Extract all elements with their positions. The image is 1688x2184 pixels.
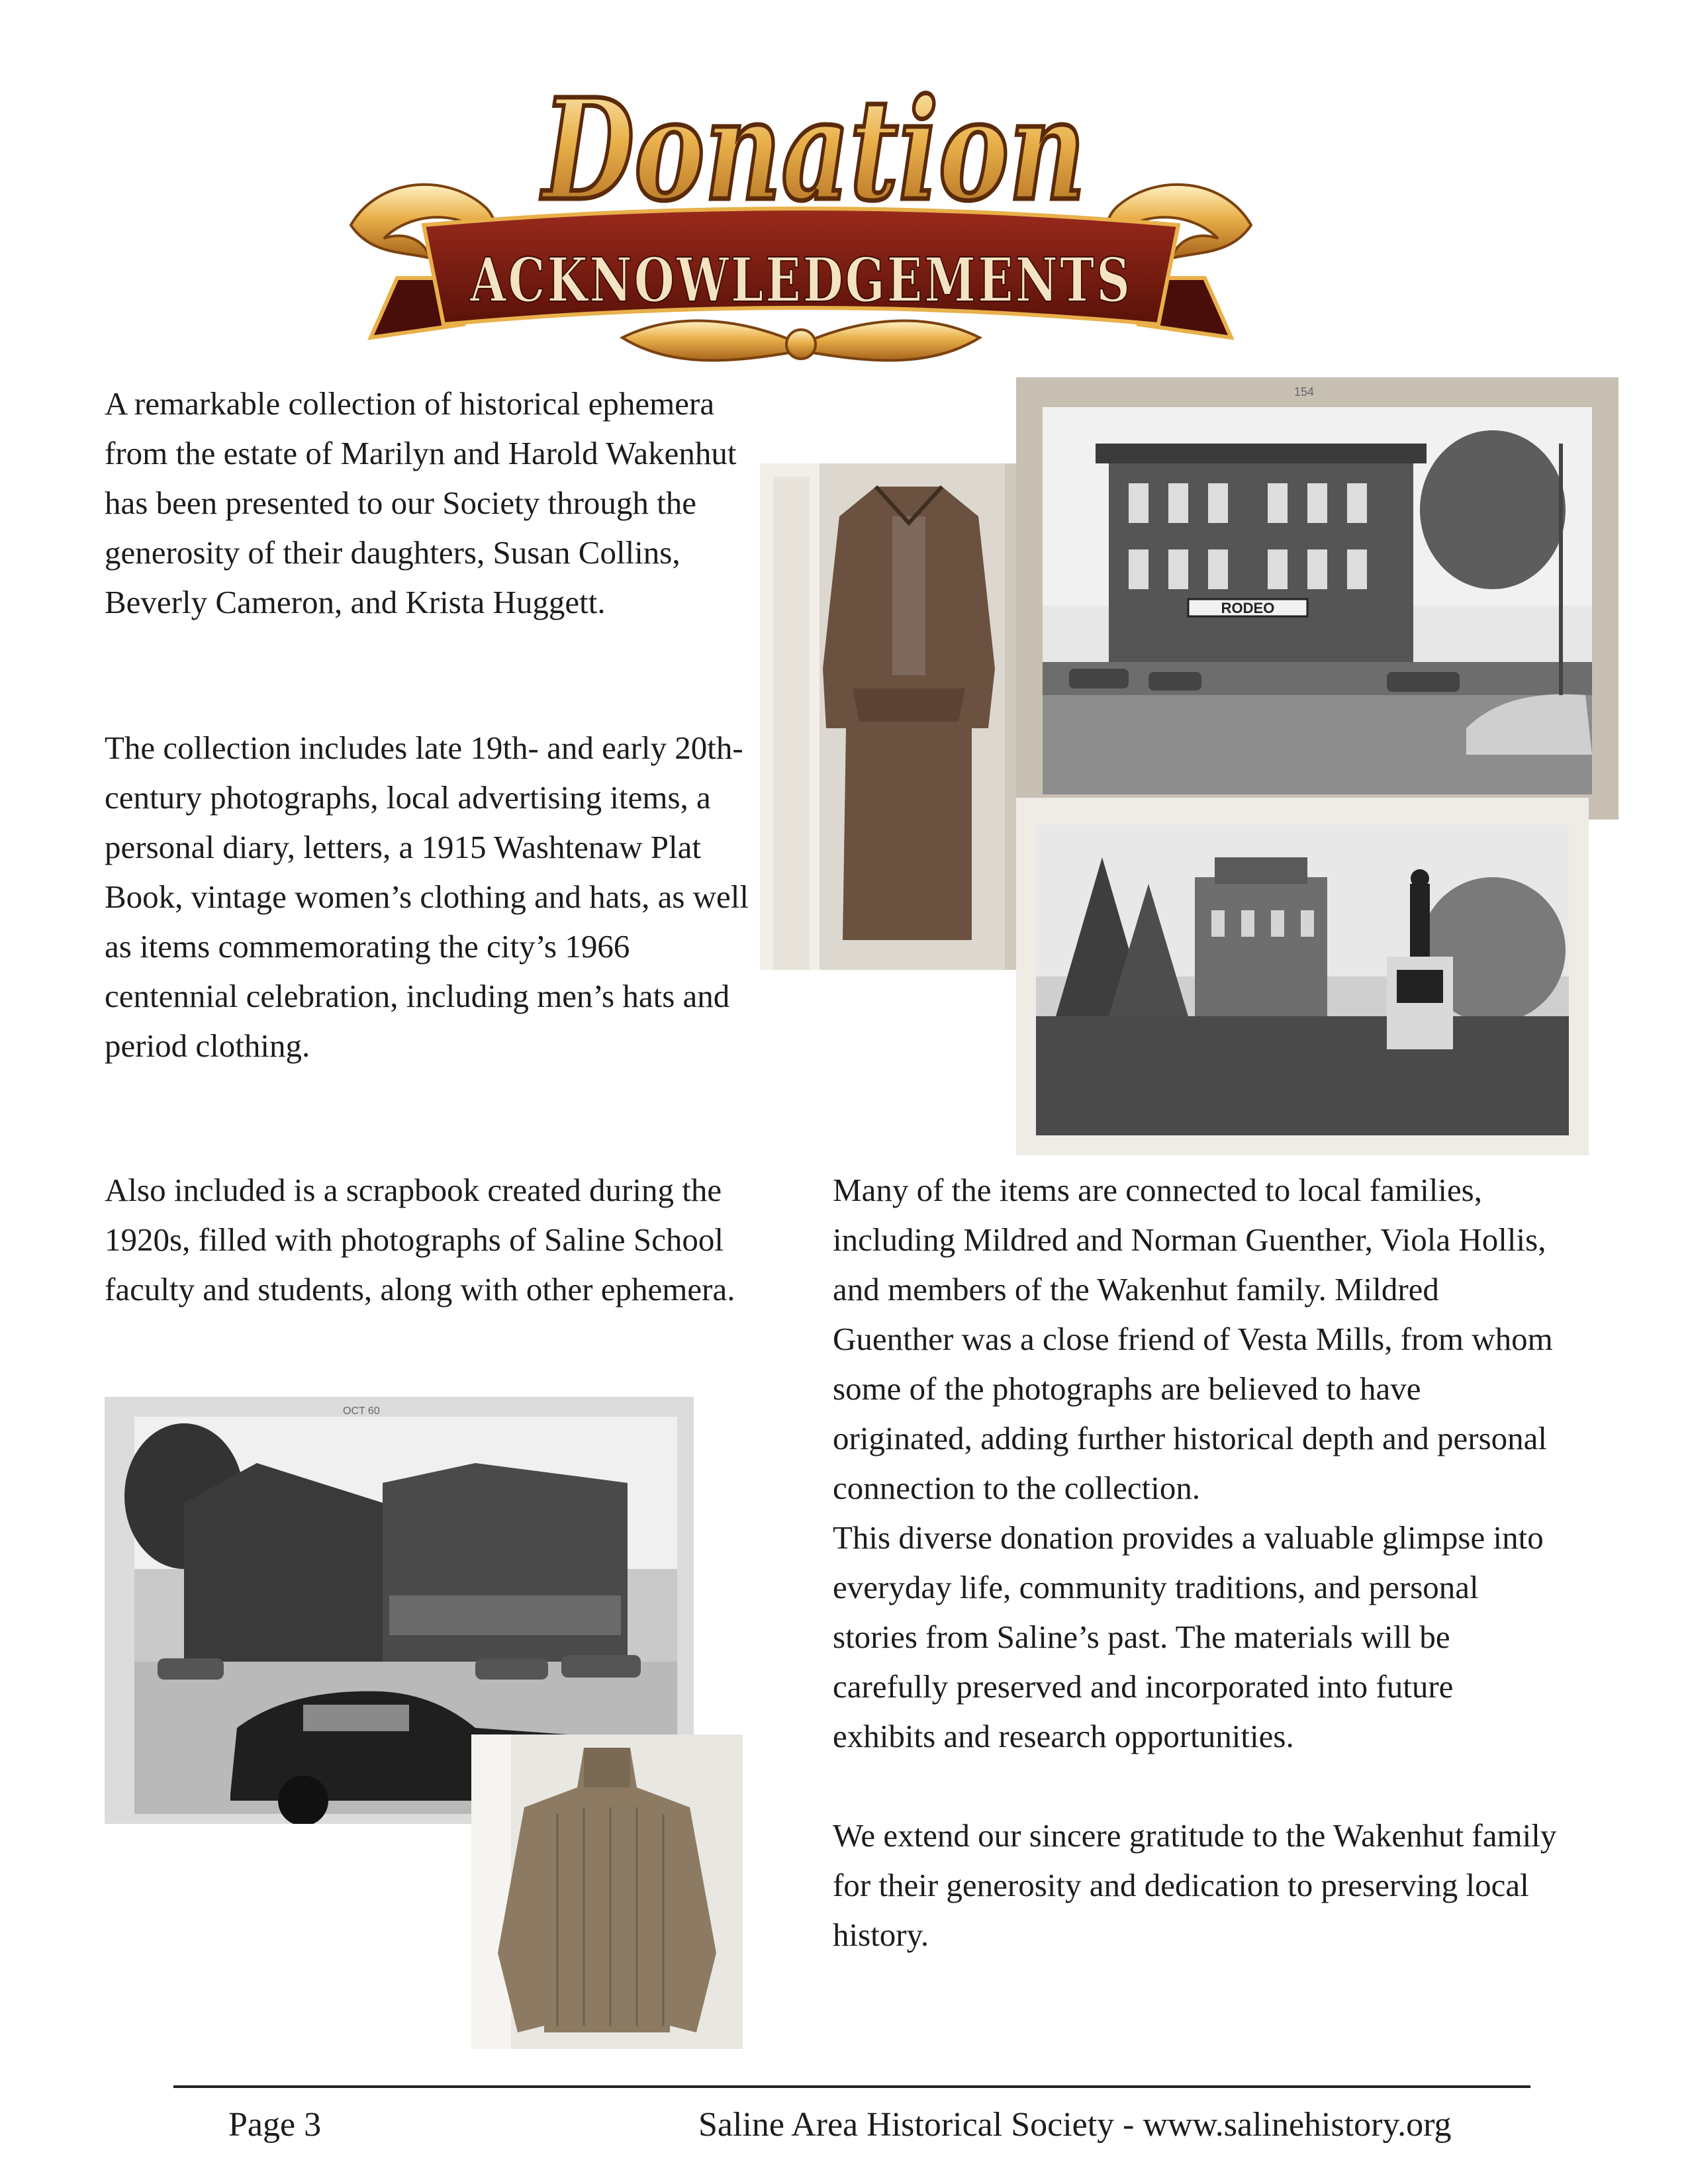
soldier-statue xyxy=(1410,884,1430,957)
paragraph-donation-value: This diverse donation provides a valuable glimpse into everyday life, community traditions, and personal stories from Saline’s past. The materials will be carefully preserved and incorporated into future exhibits and research opportunities. xyxy=(833,1519,1544,1754)
paragraph-scrapbook: Also included is a scrapbook created during the 1920s, filled with photographs of Saline School faculty and students, along with other ephemera. xyxy=(105,1172,735,1307)
banner-logo xyxy=(331,60,1271,371)
footer-society-website: Saline Area Historical Society - www.salinehistory.org xyxy=(698,2106,1452,2144)
article-intro xyxy=(105,379,760,627)
photo-courthouse-statue xyxy=(1016,798,1589,1155)
article-families xyxy=(833,1165,1561,1960)
footer-divider xyxy=(173,2085,1530,2088)
photo-historic-building xyxy=(1016,377,1618,820)
footer-page-number: Page 3 xyxy=(228,2106,322,2144)
article-collection xyxy=(105,723,760,1070)
photo-stamp: 154 xyxy=(1294,385,1315,399)
photo-vintage-blouse xyxy=(471,1734,743,2049)
article-scrapbook xyxy=(105,1165,760,1314)
paragraph-spacer xyxy=(833,1761,1561,1811)
paragraph-donors: A remarkable collection of historical ephemera from the estate of Marilyn and Harold Wakenhut has been presented to our Society through the generosity of their daughters, Susan Collins, Beverly Cameron, and Krista Huggett. xyxy=(105,385,737,620)
gold-bottom-ornament xyxy=(622,321,980,361)
rodeo-sign-text: RODEO xyxy=(1221,600,1275,616)
banner-ribbon-word: ACKNOWLEDGEMENTS xyxy=(469,244,1132,316)
photo-brown-dress xyxy=(760,463,1058,970)
paragraph-collection-contents: The collection includes late 19th- and early 20th-century photographs, local advertising items, a personal diary, letters, a 1915 Washtenaw Plat Book, vintage women’s clothing and hats, as well as items commemorating the city’s 1966 centennial celebration, including men’s hats and period clothing. xyxy=(105,730,749,1064)
paragraph-gratitude: We extend our sincere gratitude to the Wakenhut family for their generosity and dedication to preserving local history. xyxy=(833,1817,1557,1953)
donation-acknowledgements-banner xyxy=(331,60,1271,371)
photo-stamp: OCT 60 xyxy=(343,1405,380,1417)
paragraph-families: Many of the items are connected to local families, including Mildred and Norman Guenther, Viola Hollis, and members of the Wakenhut family. Mildred Guenther was a close friend of Vesta Mills, from whom some of the photographs are believed to have originated, adding further historical depth and personal connection to the collection. xyxy=(833,1172,1553,1506)
banner-script-word: Donation xyxy=(540,68,1086,232)
